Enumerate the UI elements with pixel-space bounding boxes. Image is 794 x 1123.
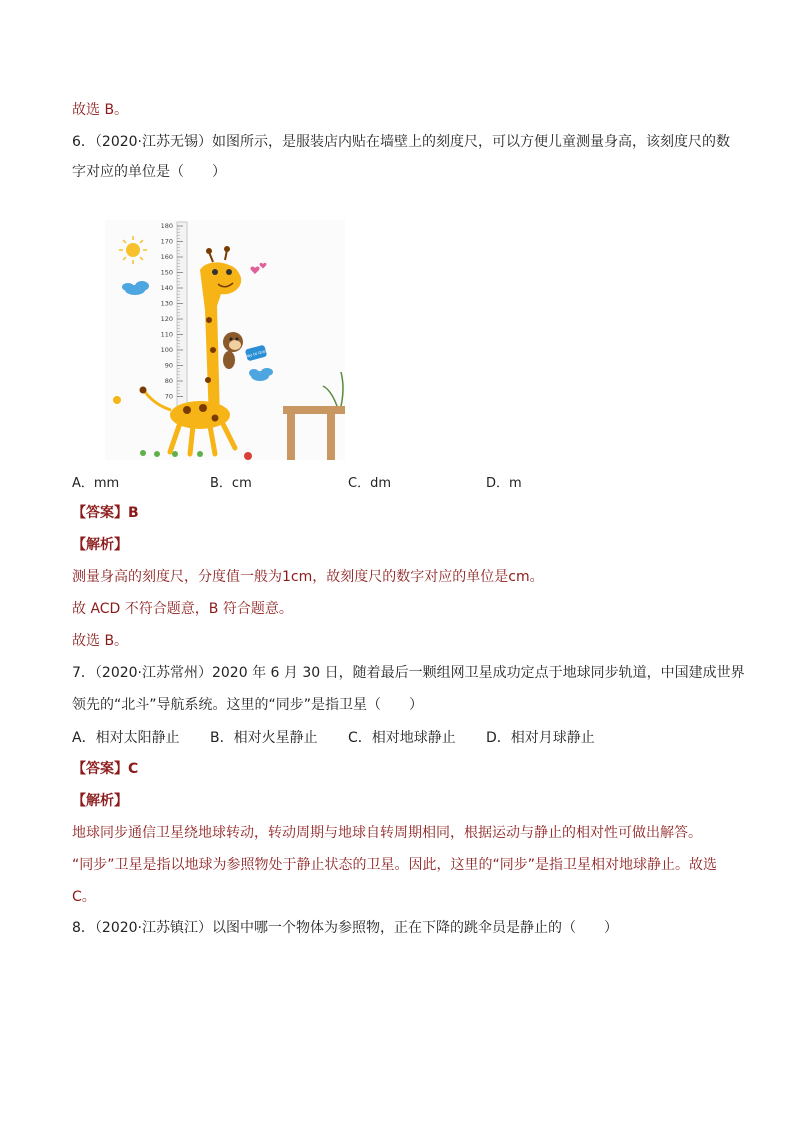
giraffe-height-chart-figure: [105, 220, 345, 460]
q6-analysis-heading: 【解析】: [72, 537, 128, 553]
ruler-tick-label: 150: [160, 268, 173, 277]
q6-option-a: A．mm: [72, 476, 120, 491]
prev-answer-conclusion: 故选 B。: [72, 102, 129, 118]
ruler-tick-label: 160: [160, 253, 173, 261]
q7-answer: 【答案】C: [72, 761, 139, 777]
q6-explanation-line3: 故选 B。: [72, 633, 129, 649]
ruler-tick-label: 100: [160, 346, 173, 354]
ruler-tick-label: 130: [160, 299, 173, 308]
q6-option-c: C．dm: [348, 476, 391, 491]
q6-option-d: D．m: [486, 476, 522, 491]
ruler-tick-label: 140: [160, 284, 173, 292]
q7-explanation-line2: “同步”卫星是指以地球为参照物处于静止状态的卫星。因此，这里的“同步”是指卫星相对地球静止。故选: [72, 857, 718, 873]
ruler-tick-label: 120: [160, 315, 173, 323]
q7-explanation-line1: 地球同步通信卫星绕地球转动，转动周期与地球自转周期相同，根据运动与静止的相对性可做出解答。: [72, 825, 702, 841]
ruler-tick-label: 170: [160, 237, 173, 246]
question-7-stem-line2: 领先的“北斗”导航系统。这里的“同步”是指卫星（ ）: [72, 697, 424, 713]
ruler-tick-label: 80: [164, 377, 173, 385]
question-6-stem-line1: 6．（2020·江苏无锡）如图所示，是服装店内贴在墙壁上的刻度尺，可以方便儿童测量身高，该刻度尺的数: [72, 134, 730, 150]
question-8-stem-line1: 8．（2020·江苏镇江）以图中哪一个物体为参照物，正在下降的跳伞员是静止的（ ）: [72, 920, 618, 936]
q7-option-a: A．相对太阳静止: [72, 730, 180, 746]
question-7-stem-line1: 7．（2020·江苏常州）2020 年 6 月 30 日，随着最后一颗组网卫星成功定点于地球同步轨道，中国建成世界: [72, 665, 745, 681]
q6-answer: 【答案】B: [72, 505, 139, 521]
q6-option-b: B．cm: [210, 476, 252, 491]
q7-option-d: D．相对月球静止: [486, 730, 595, 746]
ruler-tick-label: 110: [160, 330, 173, 339]
q6-explanation-line1: 测量身高的刻度尺，分度值一般为1cm，故刻度尺的数字对应的单位是cm。: [72, 569, 544, 585]
q7-explanation-line3: C。: [72, 889, 96, 905]
q7-option-c: C．相对地球静止: [348, 730, 456, 746]
q7-option-b: B．相对火星静止: [210, 730, 318, 746]
ladybug-icon: [244, 452, 252, 460]
question-6-stem-line2: 字对应的单位是（ ）: [72, 164, 226, 180]
q6-explanation-line2: 故 ACD 不符合题意，B 符合题意。: [72, 601, 293, 617]
ruler-tick-label: 90: [164, 361, 173, 370]
ruler-tick-label: 180: [160, 222, 173, 230]
flower-icon: [113, 396, 121, 404]
sign-text: Way to Grow: [243, 347, 270, 360]
q7-analysis-heading: 【解析】: [72, 793, 128, 809]
ruler-tick-label: 70: [164, 392, 173, 401]
